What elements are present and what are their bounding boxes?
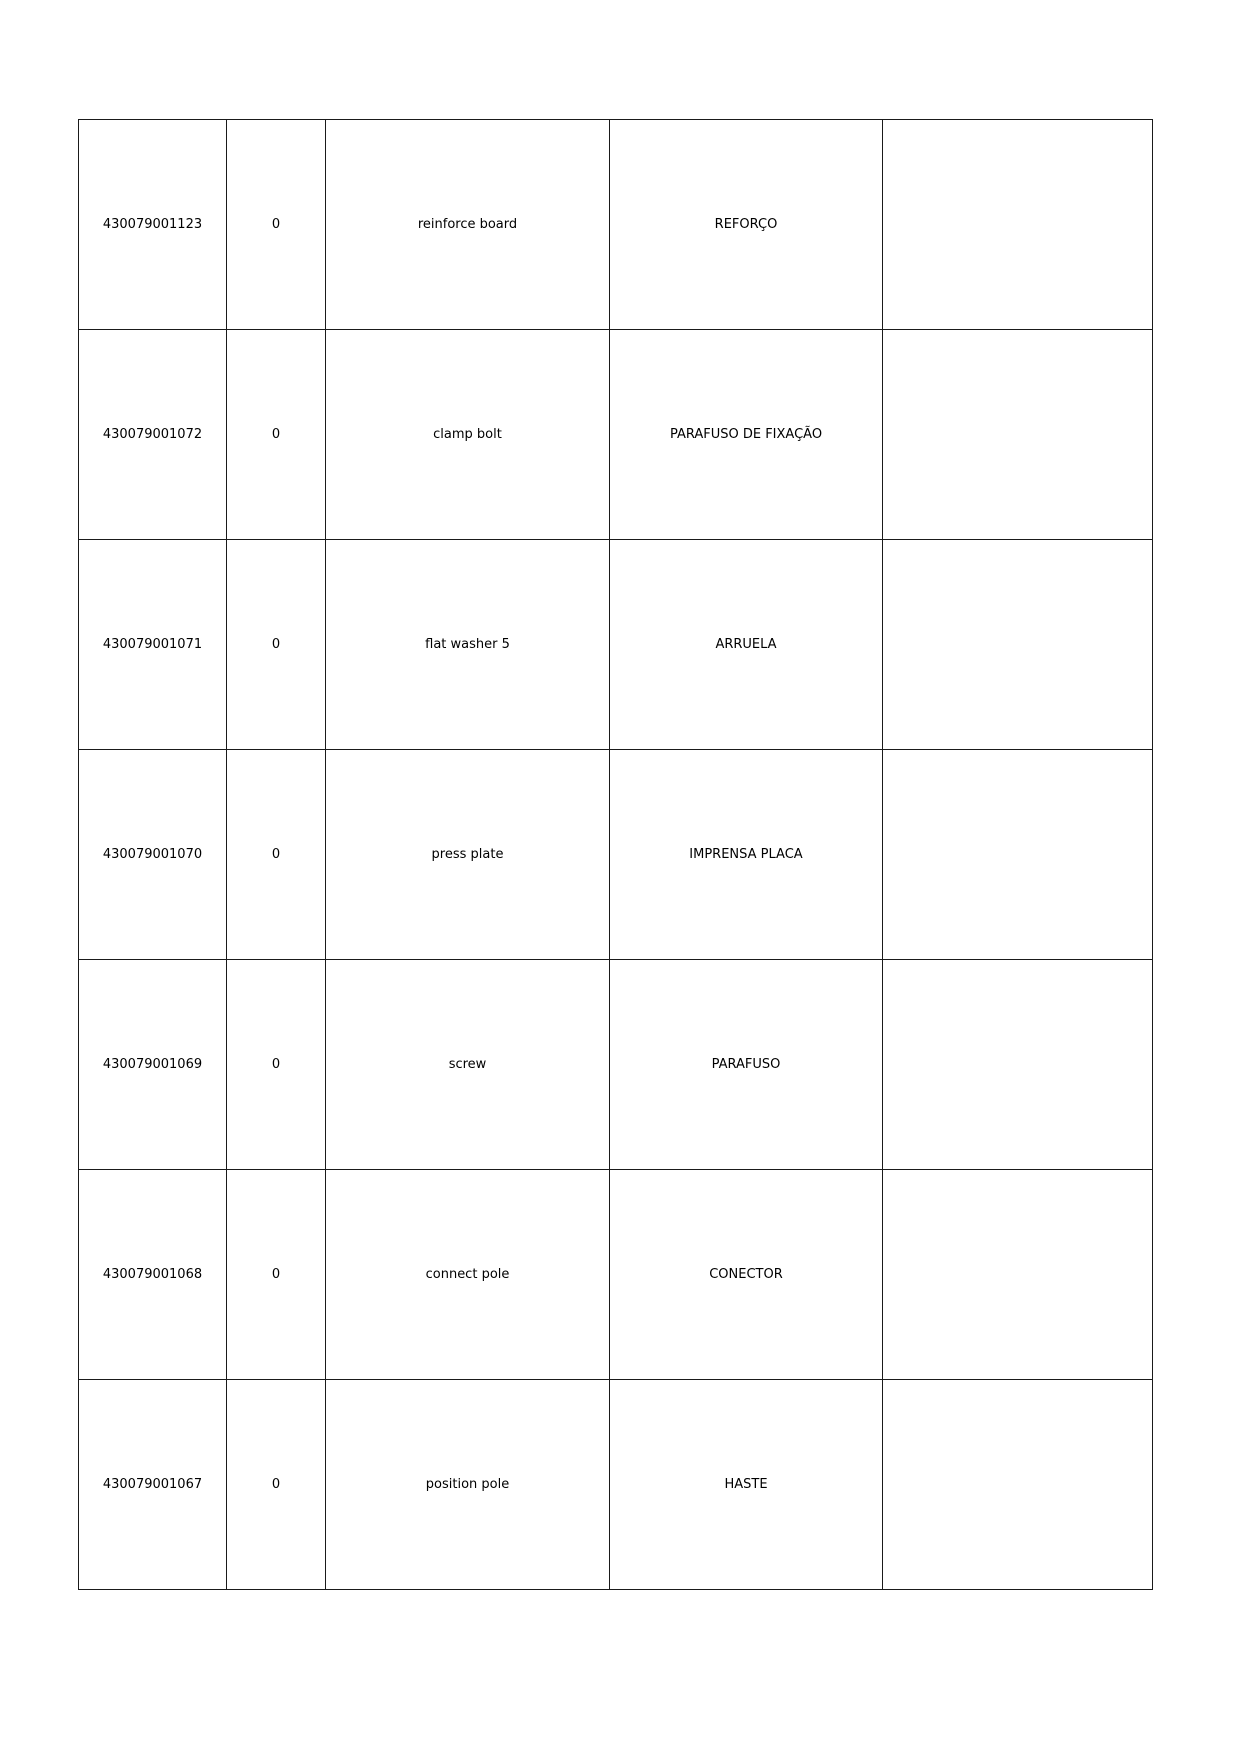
- quantity-cell: 0: [227, 750, 326, 960]
- quantity-cell: 0: [227, 540, 326, 750]
- english-name-cell: connect pole: [326, 1170, 610, 1380]
- portuguese-name-cell: ARRUELA: [610, 540, 883, 750]
- empty-cell: [883, 540, 1153, 750]
- english-name-cell: flat washer 5: [326, 540, 610, 750]
- table-row: [79, 540, 1153, 750]
- part-code-cell: 430079001070: [79, 750, 227, 960]
- table-row: [79, 1380, 1153, 1590]
- part-code-cell: 430079001072: [79, 330, 227, 540]
- table-row: [79, 750, 1153, 960]
- quantity-cell: 0: [227, 960, 326, 1170]
- part-code-cell: 430079001067: [79, 1380, 227, 1590]
- english-name-cell: reinforce board: [326, 120, 610, 330]
- table-row: [79, 330, 1153, 540]
- empty-cell: [883, 1170, 1153, 1380]
- quantity-cell: 0: [227, 1380, 326, 1590]
- quantity-cell: 0: [227, 330, 326, 540]
- empty-cell: [883, 960, 1153, 1170]
- english-name-cell: press plate: [326, 750, 610, 960]
- quantity-cell: 0: [227, 1170, 326, 1380]
- part-code-cell: 430079001068: [79, 1170, 227, 1380]
- empty-cell: [883, 120, 1153, 330]
- portuguese-name-cell: PARAFUSO: [610, 960, 883, 1170]
- portuguese-name-cell: REFORÇO: [610, 120, 883, 330]
- portuguese-name-cell: CONECTOR: [610, 1170, 883, 1380]
- empty-cell: [883, 1380, 1153, 1590]
- table-row: [79, 120, 1153, 330]
- empty-cell: [883, 330, 1153, 540]
- english-name-cell: screw: [326, 960, 610, 1170]
- english-name-cell: position pole: [326, 1380, 610, 1590]
- empty-cell: [883, 750, 1153, 960]
- parts-table: [78, 119, 1153, 1590]
- part-code-cell: 430079001071: [79, 540, 227, 750]
- portuguese-name-cell: PARAFUSO DE FIXAÇÃO: [610, 330, 883, 540]
- quantity-cell: 0: [227, 120, 326, 330]
- portuguese-name-cell: IMPRENSA PLACA: [610, 750, 883, 960]
- table-row: [79, 1170, 1153, 1380]
- part-code-cell: 430079001123: [79, 120, 227, 330]
- english-name-cell: clamp bolt: [326, 330, 610, 540]
- part-code-cell: 430079001069: [79, 960, 227, 1170]
- portuguese-name-cell: HASTE: [610, 1380, 883, 1590]
- table-row: [79, 960, 1153, 1170]
